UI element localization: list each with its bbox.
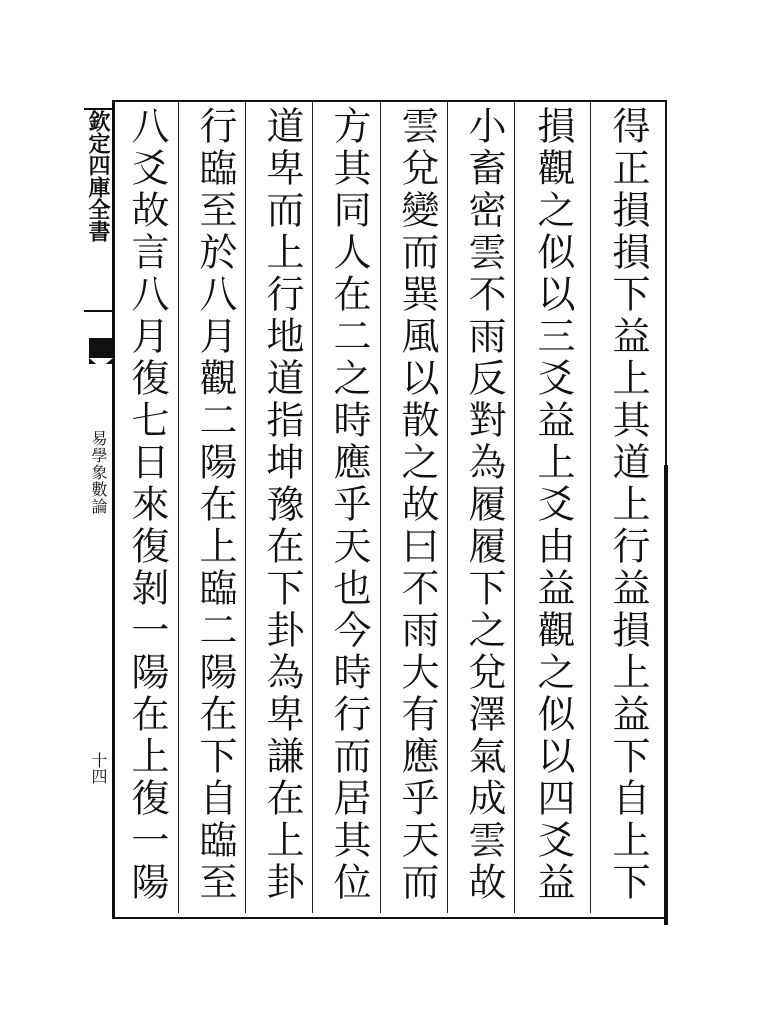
page-edge-shadow [664,465,668,925]
page-number: 十四 [89,752,108,784]
column-rule [590,102,591,913]
text-column-6: 道卑而上行地道指坤豫在下卦為卑謙在上卦 [260,106,304,904]
book-title: 易學象數論 [89,430,108,515]
column-rule [447,102,448,913]
text-column-1: 得正損損下益上其道上行益損上益下自上下 [606,106,650,904]
column-rule [178,102,179,913]
column-rule [380,102,381,913]
column-rule [514,102,515,913]
text-column-5: 方其同人在二之時應乎天也今時行而居其位 [327,106,371,904]
column-rule [312,102,313,913]
text-column-7: 行臨至於八月觀二陽在上臨二陽在下自臨至 [193,106,237,904]
fish-tail-mark [89,338,113,364]
column-rule [245,102,246,913]
text-column-2: 損觀之似以三爻益上爻由益觀之似以四爻益 [531,106,575,904]
text-column-4: 雲兌變而巽風以散之故曰不雨大有應乎天而 [395,106,439,904]
text-column-8: 八爻故言八月復七日來復剝一陽在上復一陽 [125,106,169,904]
collection-title: 欽定四庫全書 [84,108,112,312]
text-column-3: 小畜密雲不雨反對為履履下之兌澤氣成雲故 [462,106,506,904]
